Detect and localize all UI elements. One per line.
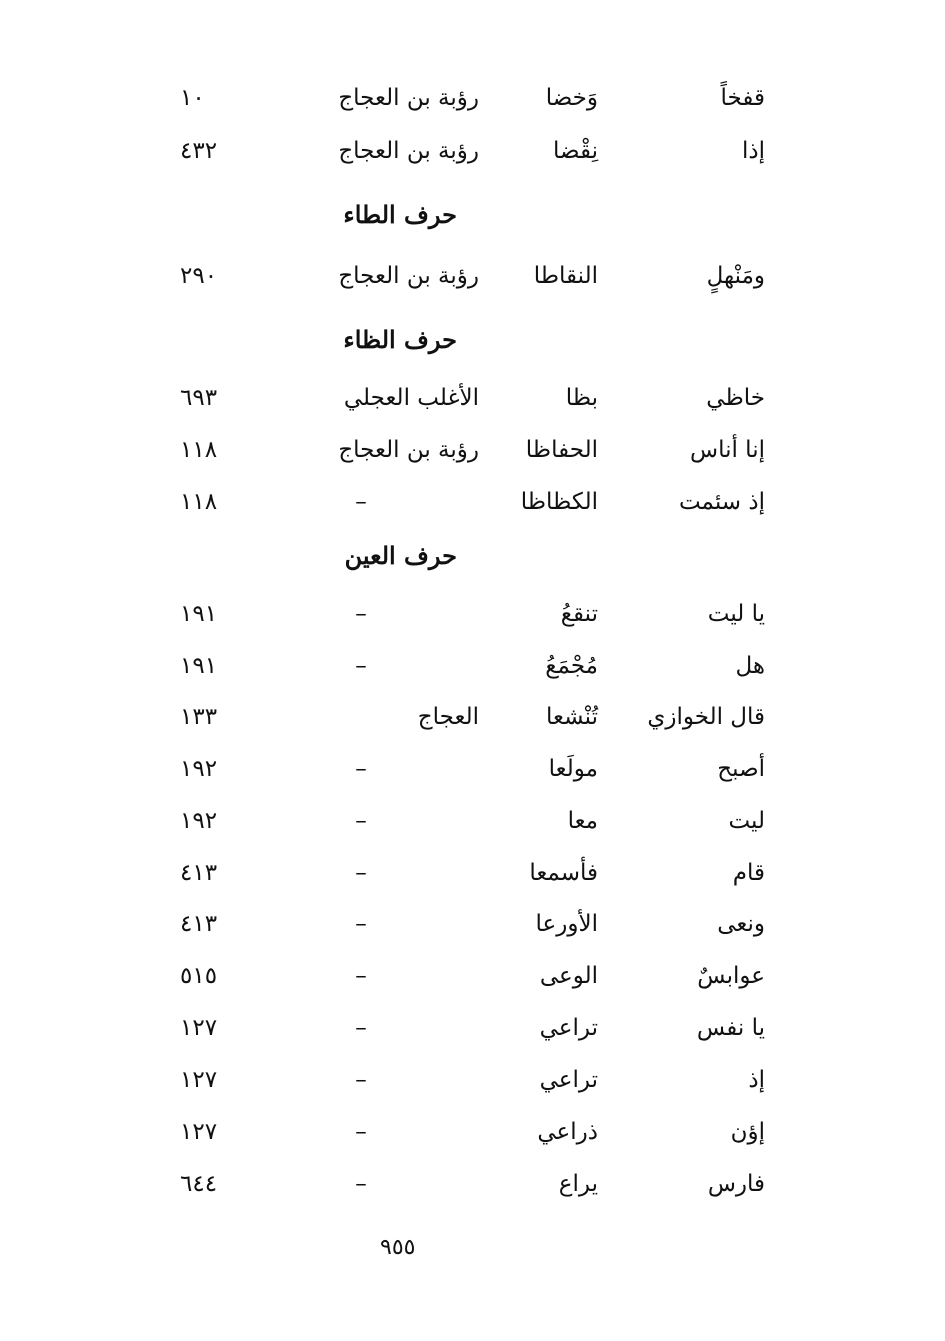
verse-rhyme-word: يراع: [558, 1171, 598, 1197]
verse-row: [0, 646, 945, 686]
verse-row: [0, 378, 945, 418]
poet-name: رؤبة بن العجاج: [338, 85, 479, 111]
verse-start: يا ليت: [707, 601, 765, 627]
verse-start: إذ سئمت: [678, 489, 765, 515]
verse-rhyme-word: الحفاظا: [525, 437, 598, 463]
verse-start: إذ: [748, 1067, 765, 1093]
verse-row: [0, 594, 945, 634]
poet-name: –: [355, 1015, 367, 1041]
verse-start: إنا أناس: [690, 437, 765, 463]
poet-name: العجاج: [417, 704, 479, 730]
page-reference: ١٢٧: [180, 1067, 218, 1093]
verse-row: [0, 801, 945, 841]
poet-name: –: [355, 808, 367, 834]
verse-start: يا نفس: [696, 1015, 765, 1041]
page-reference: ١٩١: [180, 653, 218, 679]
verse-start: فارس: [707, 1171, 765, 1197]
verse-rhyme-word: تنقعُ: [560, 601, 598, 627]
verse-start: ونعى: [717, 911, 765, 937]
verse-start: خاظي: [706, 385, 765, 411]
page-reference: ٦٤٤: [180, 1171, 218, 1197]
verse-row: [0, 78, 945, 118]
verse-start: قام: [732, 860, 765, 886]
poet-name: –: [355, 911, 367, 937]
verse-row: [0, 749, 945, 789]
poet-name: رؤبة بن العجاج: [338, 138, 479, 164]
page-footer: [0, 1228, 945, 1268]
verse-start: إذا: [741, 138, 765, 164]
verse-row: [0, 482, 945, 522]
verse-rhyme-word: النقاطا: [533, 263, 598, 289]
verse-start: أصبح: [717, 756, 765, 782]
poet-name: –: [355, 1119, 367, 1145]
verse-start: عوابسٌ: [697, 963, 765, 989]
verse-rhyme-word: مُجْمَعُ: [545, 653, 598, 679]
page-reference: ١٩٢: [180, 756, 218, 782]
verse-rhyme-word: معا: [567, 808, 598, 834]
verse-rhyme-word: تراعي: [539, 1015, 598, 1041]
poet-name: –: [355, 963, 367, 989]
poet-name: –: [355, 653, 367, 679]
verse-row: [0, 853, 945, 893]
page-reference: ١٩٢: [180, 808, 218, 834]
verse-row: [0, 1060, 945, 1100]
verse-row: [0, 1164, 945, 1204]
verse-start: ليت: [728, 808, 765, 834]
page-reference: ٤٣٢: [180, 138, 218, 164]
verse-start: قال الخوازي: [647, 704, 765, 730]
section-heading: [0, 320, 945, 360]
section-heading: [0, 536, 945, 576]
verse-start: قفخاً: [720, 85, 765, 111]
verse-row: [0, 256, 945, 296]
poet-name: –: [355, 756, 367, 782]
page-reference: ١٩١: [180, 601, 218, 627]
page-reference: ١١٨: [180, 437, 218, 463]
poet-name: –: [355, 489, 367, 515]
verse-row: [0, 131, 945, 171]
poet-name: –: [355, 1067, 367, 1093]
page-reference: ١٢٧: [180, 1015, 218, 1041]
section-heading-label: حرف الظاء: [343, 325, 457, 354]
poet-name: رؤبة بن العجاج: [338, 263, 479, 289]
page-reference: ٤١٣: [180, 911, 218, 937]
page-reference: ١٢٧: [180, 1119, 218, 1145]
page-reference: ١١٨: [180, 489, 218, 515]
verse-row: [0, 1008, 945, 1048]
verse-rhyme-word: الكظاظا: [520, 489, 598, 515]
poet-name: –: [355, 601, 367, 627]
verse-row: [0, 430, 945, 470]
section-heading-label: حرف الطاء: [343, 200, 457, 229]
verse-rhyme-word: نِقْضا: [553, 138, 598, 164]
verse-start: هل: [735, 653, 765, 679]
poet-name: –: [355, 1171, 367, 1197]
verse-row: [0, 904, 945, 944]
verse-row: [0, 1112, 945, 1152]
verse-rhyme-word: تُنْشعا: [546, 704, 598, 730]
verse-start: ومَنْهلٍ: [706, 263, 765, 289]
page-reference: ٢٩٠: [180, 263, 218, 289]
verse-rhyme-word: مولَعا: [548, 756, 598, 782]
page-number: ٩٥٥: [380, 1235, 416, 1260]
verse-rhyme-word: بظا: [565, 385, 598, 411]
verse-rhyme-word: وَخضا: [545, 85, 598, 111]
verse-rhyme-word: ذراعي: [537, 1119, 598, 1145]
verse-row: [0, 697, 945, 737]
verse-row: [0, 956, 945, 996]
section-heading-label: حرف العين: [344, 541, 457, 570]
verse-rhyme-word: الوعى: [539, 963, 598, 989]
verse-rhyme-word: فأسمعا: [529, 860, 598, 886]
poet-name: –: [355, 860, 367, 886]
verse-start: إؤن: [730, 1119, 765, 1145]
page-reference: ١٣٣: [180, 704, 218, 730]
poet-name: رؤبة بن العجاج: [338, 437, 479, 463]
page-reference: ٥١٥: [180, 963, 218, 989]
section-heading: [0, 195, 945, 235]
verse-rhyme-word: الأورعا: [535, 911, 598, 937]
verse-rhyme-word: تراعي: [539, 1067, 598, 1093]
page-reference: ٦٩٣: [180, 385, 218, 411]
page-reference: ٤١٣: [180, 860, 218, 886]
poet-name: الأغلب العجلي: [343, 385, 479, 411]
page-reference: ١٠: [180, 85, 205, 111]
